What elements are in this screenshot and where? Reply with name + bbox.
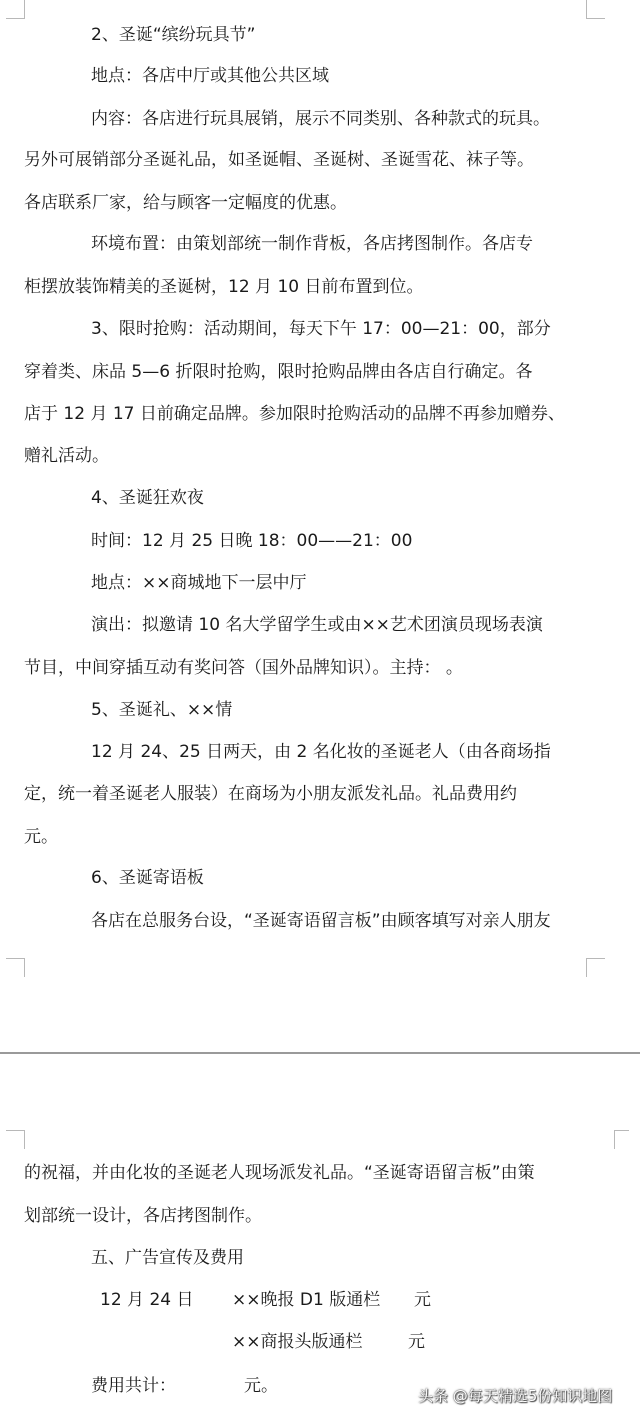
paragraph-line: 划部统一设计，各店拷图制作。 bbox=[24, 1206, 262, 1226]
page-corner-mark bbox=[586, 0, 605, 19]
paragraph-line: 内容：各店进行玩具展销，展示不同类别、各种款式的玩具。 bbox=[91, 109, 550, 129]
paragraph-line: 各店联系厂家，给与顾客一定幅度的优惠。 bbox=[24, 193, 347, 213]
paragraph-line: 元。 bbox=[24, 827, 58, 847]
total-unit: 元。 bbox=[244, 1376, 278, 1396]
paragraph-line: 演出：拟邀请 10 名大学留学生或由××艺术团演员现场表演 bbox=[91, 615, 543, 635]
paragraph-line: 12 月 24、25 日两天，由 2 名化妆的圣诞老人（由各商场指 bbox=[91, 742, 551, 762]
paragraph-line: 定，统一着圣诞老人服装）在商场为小朋友派发礼品。礼品费用约 bbox=[24, 784, 517, 804]
page-corner-mark bbox=[6, 0, 25, 19]
paragraph-line: 各店在总服务台设，“圣诞寄语留言板”由顾客填写对亲人朋友 bbox=[91, 911, 551, 931]
paragraph-line: 节目，中间穿插互动有奖问答（国外品牌知识）。主持： 。 bbox=[24, 658, 463, 678]
paragraph-line: 地点：××商城地下一层中厅 bbox=[91, 573, 307, 593]
ad-cost-unit: 元 bbox=[414, 1290, 431, 1310]
ad-date: 12 月 24 日 bbox=[100, 1290, 194, 1310]
watermark: 头条 @每天精选5份知识地图 bbox=[418, 1387, 613, 1405]
page-corner-mark bbox=[6, 1130, 25, 1149]
page-corner-mark bbox=[614, 1130, 629, 1149]
section-heading: 3、限时抢购：活动期间，每天下午 17：00—21：00，部分 bbox=[91, 319, 551, 339]
paragraph-line: 另外可展销部分圣诞礼品，如圣诞帽、圣诞树、圣诞雪花、袜子等。 bbox=[24, 150, 534, 170]
section-heading: 5、圣诞礼、××情 bbox=[91, 700, 233, 720]
paragraph-line: 环境布置：由策划部统一制作背板，各店拷图制作。各店专 bbox=[91, 234, 533, 254]
paragraph-line: 时间：12 月 25 日晚 18：00——21：00 bbox=[91, 531, 413, 551]
section-heading: 4、圣诞狂欢夜 bbox=[91, 488, 204, 508]
document-page-2 bbox=[0, 1054, 640, 1422]
page-corner-mark bbox=[586, 958, 605, 977]
ad-media: ××晚报 D1 版通栏 bbox=[232, 1290, 381, 1310]
page-corner-mark bbox=[6, 958, 25, 977]
total-label: 费用共计： bbox=[91, 1376, 176, 1396]
section-heading: 6、圣诞寄语板 bbox=[91, 868, 204, 888]
ad-cost-unit: 元 bbox=[408, 1332, 425, 1352]
paragraph-line: 地点：各店中厅或其他公共区域 bbox=[91, 66, 329, 86]
section-heading: 五、广告宣传及费用 bbox=[91, 1248, 244, 1268]
ad-media: ××商报头版通栏 bbox=[232, 1332, 363, 1352]
section-heading: 2、圣诞“缤纷玩具节” bbox=[91, 25, 256, 45]
paragraph-line: 的祝福，并由化妆的圣诞老人现场派发礼品。“圣诞寄语留言板”由策 bbox=[24, 1163, 535, 1183]
paragraph-line: 穿着类、床品 5—6 折限时抢购，限时抢购品牌由各店自行确定。各 bbox=[24, 362, 533, 382]
paragraph-line: 赠礼活动。 bbox=[24, 446, 109, 466]
paragraph-line: 店于 12 月 17 日前确定品牌。参加限时抢购活动的品牌不再参加赠券、 bbox=[24, 404, 565, 424]
paragraph-line: 柜摆放装饰精美的圣诞树，12 月 10 日前布置到位。 bbox=[24, 277, 424, 297]
